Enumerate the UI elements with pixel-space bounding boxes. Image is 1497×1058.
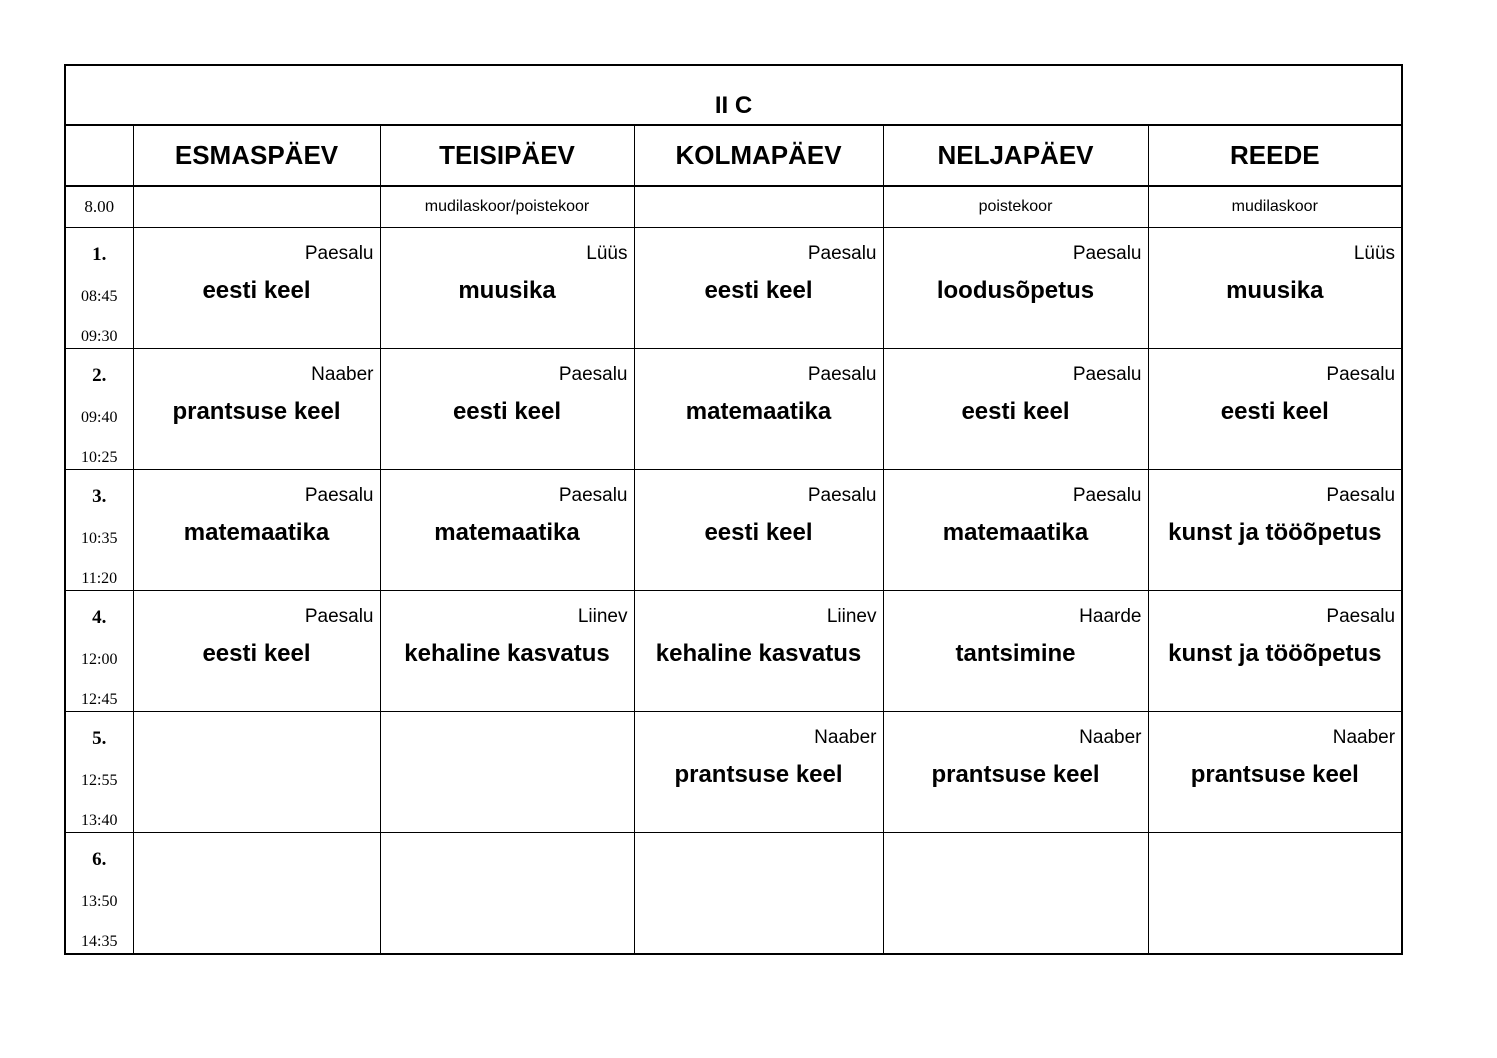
period-number: 1. [92,244,107,265]
teacher-name: Haarde [1079,606,1142,627]
lesson-cell-friday [1148,591,1402,712]
lesson-cell-tuesday [380,349,634,470]
lesson-box [134,228,380,348]
teacher-name: Paesalu [807,485,877,506]
period-end-time: 10:25 [81,449,118,466]
teacher-name: Paesalu [1072,364,1142,385]
period-row [65,470,1402,591]
lesson-cell-tuesday [380,228,634,349]
early-cell-wednesday [634,186,883,228]
lesson-cell-thursday [883,712,1148,833]
period-number: 5. [92,728,107,749]
subject-name: kehaline kasvatus [655,640,862,667]
subject-name: muusika [1226,277,1324,304]
period-start-time: 09:40 [81,409,118,426]
lesson-cell-wednesday [634,591,883,712]
subject-name: kehaline kasvatus [404,640,610,667]
teacher-name: Paesalu [304,243,374,264]
lesson-box [635,470,883,590]
subject-name: eesti keel [704,519,813,546]
lesson-cell-friday [1148,712,1402,833]
subject-name: eesti keel [704,277,813,304]
period-end-time: 14:35 [81,933,118,950]
early-cell-friday: mudilaskoor [1148,186,1402,228]
lesson-box [635,349,883,469]
period-end-time: 11:20 [81,570,118,587]
lesson-box [134,349,380,469]
period-start-time: 12:55 [81,772,118,789]
teacher-name: Paesalu [807,243,877,264]
early-row [65,186,1402,228]
lesson-cell-wednesday [634,349,883,470]
teacher-name: Naaber [1079,727,1142,748]
teacher-name: Paesalu [558,485,628,506]
lesson-box [1149,833,1402,953]
lesson-box [1149,591,1402,711]
lesson-cell-friday [1148,470,1402,591]
lesson-box [381,349,634,469]
class-title: II C [65,65,1402,125]
lesson-box [635,228,883,348]
period-box [66,470,133,590]
lesson-cell-friday [1148,349,1402,470]
lesson-box [1149,470,1402,590]
lesson-box [381,228,634,348]
lesson-box [635,591,883,711]
period-number: 6. [92,849,107,870]
subject-name: matemaatika [434,519,580,546]
subject-name: matemaatika [942,519,1089,546]
lesson-box [134,591,380,711]
early-cell-thursday: poistekoor [883,186,1148,228]
subject-name: eesti keel [202,640,311,667]
subject-name: eesti keel [1220,398,1329,425]
period-end-time: 13:40 [81,812,118,829]
teacher-name: Naaber [311,364,374,385]
early-cell-tuesday: mudilaskoor/poistekoor [380,186,634,228]
period-time-cell [65,833,133,955]
teacher-name: Paesalu [1072,243,1142,264]
period-start-time: 12:00 [81,651,118,668]
lesson-box [1149,228,1402,348]
subject-name: matemaatika [183,519,330,546]
day-header-tuesday: TEISIPÄEV [380,125,634,186]
lesson-box [884,228,1148,348]
period-time-cell [65,228,133,349]
teacher-name: Paesalu [1326,606,1396,627]
teacher-name: Liinev [826,606,877,627]
subject-name: prantsuse keel [1190,761,1359,788]
teacher-name: Paesalu [304,485,374,506]
lesson-cell-monday [133,712,380,833]
day-header-monday: ESMASPÄEV [133,125,380,186]
period-start-time: 13:50 [81,893,118,910]
subject-name: tantsimine [955,640,1076,667]
period-time-cell [65,591,133,712]
day-header-row [65,125,1402,186]
lesson-cell-monday [133,349,380,470]
lesson-cell-friday [1148,228,1402,349]
lesson-box [884,470,1148,590]
lesson-cell-wednesday [634,228,883,349]
subject-name: kunst ja tööõpetus [1168,519,1382,546]
subject-name: eesti keel [961,398,1070,425]
period-time-cell [65,349,133,470]
teacher-name: Lüüs [586,243,628,264]
lesson-box [884,349,1148,469]
day-header-wednesday: KOLMAPÄEV [634,125,883,186]
period-box [66,712,133,832]
day-header-thursday: NELJAPÄEV [883,125,1148,186]
period-row [65,228,1402,349]
teacher-name: Liinev [577,606,628,627]
lesson-box [381,712,634,832]
corner-cell [65,125,133,186]
period-row [65,349,1402,470]
subject-name: loodusõpetus [936,277,1095,304]
subject-name: eesti keel [202,277,311,304]
lesson-cell-monday [133,470,380,591]
period-row [65,712,1402,833]
lesson-cell-tuesday [380,833,634,955]
teacher-name: Paesalu [1326,364,1396,385]
subject-name: matemaatika [685,398,832,425]
period-box [66,228,133,348]
teacher-name: Paesalu [1326,485,1396,506]
period-number: 4. [92,607,107,628]
teacher-name: Paesalu [1072,485,1142,506]
period-number: 3. [92,486,107,507]
teacher-name: Paesalu [807,364,877,385]
timetable [64,64,1403,955]
period-time-cell [65,470,133,591]
lesson-cell-friday [1148,833,1402,955]
lesson-box [884,591,1148,711]
lesson-box [884,712,1148,832]
lesson-box [884,833,1148,953]
lesson-box [381,591,634,711]
subject-name: prantsuse keel [172,398,341,425]
period-end-time: 12:45 [81,691,118,708]
lesson-cell-tuesday [380,712,634,833]
subject-name: eesti keel [452,398,562,425]
period-box [66,833,133,953]
lesson-box [381,833,634,953]
lesson-box [1149,712,1402,832]
lesson-box [635,712,883,832]
lesson-cell-monday [133,228,380,349]
teacher-name: Paesalu [558,364,628,385]
lesson-cell-tuesday [380,470,634,591]
teacher-name: Lüüs [1353,243,1396,264]
period-number: 2. [92,365,107,386]
lesson-box [134,712,380,832]
lesson-cell-thursday [883,349,1148,470]
period-box [66,349,133,469]
lesson-cell-wednesday [634,712,883,833]
lesson-box [381,470,634,590]
lesson-cell-wednesday [634,833,883,955]
lesson-box [134,833,380,953]
teacher-name: Naaber [814,727,877,748]
lesson-box [635,833,883,953]
subject-name: kunst ja tööõpetus [1168,640,1382,667]
day-header-friday: REEDE [1148,125,1402,186]
lesson-cell-thursday [883,228,1148,349]
teacher-name: Naaber [1332,727,1396,748]
teacher-name: Paesalu [304,606,374,627]
subject-name: prantsuse keel [674,761,843,788]
period-end-time: 09:30 [81,328,118,345]
period-start-time: 10:35 [81,530,118,547]
lesson-cell-thursday [883,591,1148,712]
lesson-cell-monday [133,833,380,955]
period-row [65,833,1402,955]
lesson-cell-wednesday [634,470,883,591]
early-time: 8.00 [65,186,133,228]
subject-name: muusika [458,277,556,304]
period-time-cell [65,712,133,833]
subject-name: prantsuse keel [931,761,1100,788]
lesson-cell-thursday [883,470,1148,591]
lesson-box [1149,349,1402,469]
lesson-cell-thursday [883,833,1148,955]
period-row [65,591,1402,712]
period-start-time: 08:45 [81,288,118,305]
lesson-cell-monday [133,591,380,712]
period-box [66,591,133,711]
lesson-box [134,470,380,590]
lesson-cell-tuesday [380,591,634,712]
early-cell-monday [133,186,380,228]
